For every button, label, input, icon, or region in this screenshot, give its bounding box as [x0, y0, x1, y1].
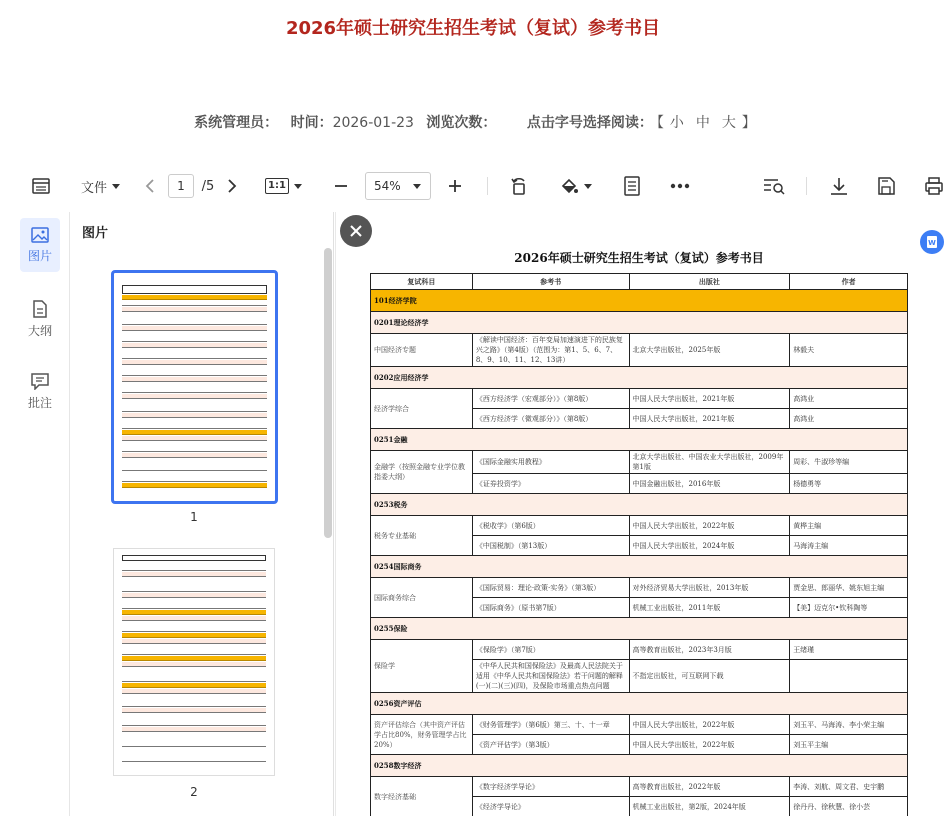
actual-size-icon: 1:1: [265, 178, 289, 194]
major-name: 0258数字经济: [371, 755, 908, 777]
publisher-cell: 高等教育出版社，2022年版: [629, 777, 790, 797]
more-icon: [670, 183, 690, 189]
thumbnail-row: [122, 383, 267, 393]
subject-cell: 国际商务综合: [371, 578, 473, 618]
thumbnail-row: [122, 430, 267, 435]
thumbnail-panel-title: 图片: [82, 226, 109, 241]
thumbnail-row: [122, 442, 267, 452]
file-menu-button[interactable]: [78, 168, 124, 204]
book-cell: 《中华人民共和国保险法》及最高人民法院关于适用《中华人民共和国保险法》若干问题的解释(一)(二)(三)(四)，及保险市场重点热点问题: [472, 660, 629, 693]
search-list-icon: [763, 177, 785, 195]
caret-down-icon: [412, 181, 422, 191]
sidebar-toggle-button[interactable]: [28, 168, 54, 204]
header-author: 作者: [790, 274, 908, 290]
thumbnail-row: [122, 683, 266, 688]
bracket-open: 【: [656, 115, 664, 131]
author-cell: 刘玉平主编: [790, 735, 908, 755]
book-cell: 《国际贸易：理论·政策·实务》（第3版）: [472, 578, 629, 598]
save-button[interactable]: [874, 168, 898, 204]
document-viewer[interactable]: [335, 212, 946, 816]
thumbnail-row: [122, 593, 266, 598]
thumbnail-row: [122, 301, 267, 306]
thumbnail-row: [122, 419, 267, 429]
font-size-label: 点击字号选择阅读：: [526, 115, 653, 131]
document-icon: [623, 176, 641, 196]
header-subject: 复试科目: [371, 274, 473, 290]
book-cell: 《保险学》（第7版）: [472, 640, 629, 660]
page-thumbnail-number-1: 1: [190, 510, 198, 524]
comment-icon: [31, 372, 49, 390]
book-row: [371, 451, 908, 474]
document-title: 2026年硕士研究生招生考试（复试）参考书目: [514, 251, 764, 265]
book-cell: 《资产评估学》（第3版）: [472, 735, 629, 755]
author-cell: 马海涛主编: [790, 536, 908, 556]
author-cell: 杨德勇等: [790, 474, 908, 494]
book-cell: 《解读中国经济：百年变局加速演进下的民族复兴之路》（第4版）（范围为：第1、5、6、7、8、9、10、11、12、13讲）: [472, 334, 629, 367]
sidebar-tab-images[interactable]: [20, 218, 60, 272]
thumbnail-row: [122, 326, 267, 331]
print-button[interactable]: [922, 168, 946, 204]
major-row: [371, 755, 908, 777]
font-size-small[interactable]: 小: [669, 115, 684, 131]
book-row: [371, 389, 908, 409]
publisher-cell: 高等教育出版社，2023年3月版: [629, 640, 790, 660]
thumbnail-row: [122, 668, 266, 682]
thumbnail-row: [122, 622, 266, 632]
thumbnail-row: [122, 394, 267, 399]
book-cell: 《证券投资学》: [472, 474, 629, 494]
file-menu-label: 文件: [80, 180, 107, 196]
school-row: [371, 290, 908, 312]
author-cell: 刘玉平、马海涛、李小荣主编: [790, 715, 908, 735]
toolbar-divider: [806, 177, 807, 195]
toolbar-divider: [487, 177, 488, 195]
thumbnail-row: [122, 295, 267, 300]
sidebar-rail: [12, 212, 70, 816]
publisher-cell: 机械工业出版社，第2版，2024年版: [629, 797, 790, 816]
major-row: [371, 367, 908, 389]
author-cell: 王绪瑾: [790, 640, 908, 660]
actual-size-button[interactable]: [264, 168, 304, 204]
table-header-row: [371, 274, 908, 290]
thumbnail-row: [122, 733, 266, 747]
author-cell: 贾金思、郎丽华、姚东旭主编: [790, 578, 908, 598]
thumbnail-row: [122, 633, 266, 638]
font-size-medium[interactable]: 中: [695, 115, 710, 131]
zoom-select[interactable]: [365, 172, 431, 200]
print-icon: [924, 176, 944, 196]
subject-cell: 经济学综合: [371, 389, 473, 429]
publisher-cell: 机械工业出版社，2011年版: [629, 598, 790, 618]
book-cell: 《经济学导论》: [472, 797, 629, 816]
word-document-icon: [926, 235, 938, 249]
publisher-cell: 北京大学出版社，2025年版: [629, 334, 790, 367]
major-row: [371, 556, 908, 578]
pdf-toolbar: [0, 168, 946, 204]
page-total: /5: [201, 178, 215, 194]
thumbnail-row: [122, 366, 267, 376]
publisher-cell: 不指定出版社，可互联网下载: [629, 660, 790, 693]
thumbnail-row: [122, 459, 267, 471]
book-row: [371, 715, 908, 735]
publisher-cell: 中国人民大学出版社，2024年版: [629, 536, 790, 556]
thumbnail-row: [122, 377, 267, 382]
subject-cell: 保险学: [371, 640, 473, 693]
svg-text:W: W: [928, 239, 936, 247]
author-cell: 黄桦主编: [790, 516, 908, 536]
thumbnail-row: [122, 413, 267, 418]
book-row: [371, 777, 908, 797]
thumbnail-row: [122, 695, 266, 707]
thumbnail-row: [122, 616, 266, 621]
author-cell: 高鸿业: [790, 409, 908, 429]
thumbnail-row: [122, 360, 267, 365]
major-name: 0256资产评估: [371, 693, 908, 715]
thumbnail-table: [122, 285, 267, 294]
author-cell: 周彩、牛淑珍等编: [790, 451, 908, 474]
thumbnail-row: [122, 572, 266, 577]
publisher-cell: 中国金融出版社，2016年版: [629, 474, 790, 494]
font-size-large[interactable]: 大: [721, 115, 736, 131]
thumbnail-row: [122, 578, 266, 592]
next-page-button[interactable]: [222, 168, 242, 204]
sidebar-tab-images-label: 图片: [27, 248, 52, 263]
save-icon: [876, 176, 896, 196]
zoom-in-button[interactable]: [444, 168, 466, 204]
chevron-left-icon: [144, 178, 156, 194]
subject-cell: 金融学（按照金融专业学位教指委大纲）: [371, 451, 473, 494]
publisher-cell: 中国人民大学出版社，2021年版: [629, 389, 790, 409]
book-cell: 《中国税制》（第13版）: [472, 536, 629, 556]
rotate-icon: [509, 176, 529, 196]
thumbnail-row: [122, 708, 266, 713]
prev-page-button[interactable]: [140, 168, 160, 204]
page-thumbnail-2[interactable]: [113, 548, 275, 776]
word-convert-button[interactable]: [920, 230, 944, 254]
document-properties-button[interactable]: [620, 168, 644, 204]
zoom-out-button[interactable]: [330, 168, 352, 204]
thumbnail-row: [122, 599, 266, 609]
bracket-close: 】: [741, 115, 756, 131]
book-row: [371, 334, 908, 367]
thumbnail-row: [122, 610, 266, 615]
thumbnail-row: [122, 662, 266, 667]
page-thumbnail-1[interactable]: [111, 270, 278, 504]
zoom-value: 54%: [374, 179, 401, 193]
school-name: 101经济学院: [371, 290, 908, 312]
header-book: 参考书: [472, 274, 629, 290]
caret-down-icon: [111, 181, 121, 191]
major-row: [371, 429, 908, 451]
thumbnail-row: [122, 436, 267, 441]
publisher-cell: 中国人民大学出版社，2022年版: [629, 516, 790, 536]
reference-book-table: [370, 273, 908, 816]
major-row: [371, 693, 908, 715]
download-button[interactable]: [827, 168, 851, 204]
thumbnail-row: [122, 483, 267, 488]
plus-icon: [447, 178, 463, 194]
sidebar-tab-outline[interactable]: [20, 292, 60, 346]
table-body: [371, 290, 908, 816]
header-publisher: 出版社: [629, 274, 790, 290]
thumbnail-row: [122, 689, 266, 694]
book-cell: 《国际金融实用教程》: [472, 451, 629, 474]
thumbnail-row: [122, 727, 266, 732]
subject-cell: 中国经济专题: [371, 334, 473, 367]
book-row: [371, 640, 908, 660]
sidebar-tab-comments-label: 批注: [27, 395, 52, 410]
thumbnail-panel: [70, 212, 334, 816]
thumbnail-row: [122, 349, 267, 359]
publisher-cell: 对外经济贸易大学出版社，2013年版: [629, 578, 790, 598]
pdf-page: [336, 212, 946, 816]
subject-cell: 资产评估综合（其中资产评估学占比80%，财务管理学占比20%）: [371, 715, 473, 755]
thumbnail-row: [122, 307, 267, 312]
major-name: 0253税务: [371, 494, 908, 516]
subject-cell: 数字经济基础: [371, 777, 473, 816]
more-button[interactable]: [667, 168, 693, 204]
thumbnail-row: [122, 656, 266, 661]
major-row: [371, 618, 908, 640]
book-cell: 《国际商务》（原书第7版）: [472, 598, 629, 618]
page-title: 2026年硕士研究生招生考试（复试）参考书目: [285, 18, 661, 39]
thumbnail-row: [122, 343, 267, 348]
book-cell: 《税收学》（第6版）: [472, 516, 629, 536]
highlight-button[interactable]: [556, 168, 596, 204]
rotate-button[interactable]: [506, 168, 532, 204]
thumbnail-row: [122, 332, 267, 342]
minus-icon: [333, 178, 349, 194]
author-label: 系统管理员：: [194, 115, 279, 131]
thumbnail-row: [122, 453, 267, 458]
publisher-cell: 中国人民大学出版社，2022年版: [629, 735, 790, 755]
major-name: 0202应用经济学: [371, 367, 908, 389]
sidebar-toggle-icon: [32, 177, 50, 195]
publisher-cell: 中国人民大学出版社，2021年版: [629, 409, 790, 429]
time-value: 2026-01-23: [332, 115, 414, 131]
author-cell: 高鸿业: [790, 389, 908, 409]
sidebar-tab-outline-label: 大纲: [27, 323, 52, 338]
book-row: [371, 516, 908, 536]
document-icon: [32, 300, 48, 318]
book-cell: 《数字经济学导论》: [472, 777, 629, 797]
subject-cell: 税务专业基础: [371, 516, 473, 556]
major-row: [371, 312, 908, 334]
major-name: 0251金融: [371, 429, 908, 451]
thumbnail-row: [122, 639, 266, 644]
close-viewer-button[interactable]: [340, 215, 372, 247]
author-cell: 林毅夫: [790, 334, 908, 367]
author-cell: 徐丹丹、徐秋慧、徐小芸: [790, 797, 908, 816]
major-name: 0254国际商务: [371, 556, 908, 578]
views-label: 浏览次数：: [426, 115, 497, 131]
book-cell: 《财务管理学》（第6版）第三、十、十一章: [472, 715, 629, 735]
major-row: [371, 494, 908, 516]
caret-down-icon: [583, 181, 593, 191]
article-meta: [0, 112, 946, 132]
fill-color-icon: [559, 176, 579, 196]
author-cell: 【美】迈克尔•钦科陶等: [790, 598, 908, 618]
image-icon: [31, 227, 49, 243]
thumbnail-row: [122, 400, 267, 412]
book-cell: 《西方经济学（微观部分）》（第8版）: [472, 409, 629, 429]
close-icon: [350, 225, 362, 237]
major-name: 0255保险: [371, 618, 908, 640]
caret-down-icon: [293, 181, 303, 191]
thumbnail-row: [122, 714, 266, 726]
book-row: [371, 578, 908, 598]
thumbnail-row: [122, 472, 267, 482]
major-name: 0201理论经济学: [371, 312, 908, 334]
find-button[interactable]: [762, 168, 786, 204]
book-cell: 《西方经济学（宏观部分）》（第8版）: [472, 389, 629, 409]
author-cell: [790, 660, 908, 693]
publisher-cell: 北京大学出版社、中国农业大学出版社，2009年第1版: [629, 451, 790, 474]
download-icon: [829, 176, 849, 196]
thumbnail-scrollbar[interactable]: [324, 248, 332, 538]
author-cell: 李涛、刘航、周文君、史宇鹏: [790, 777, 908, 797]
thumbnail-row: [122, 561, 266, 571]
page-number-input[interactable]: 1: [168, 174, 194, 198]
chevron-right-icon: [226, 178, 238, 194]
publisher-cell: 中国人民大学出版社，2022年版: [629, 715, 790, 735]
time-label: 时间：: [290, 115, 333, 131]
page-thumbnail-number-2: 2: [190, 785, 198, 799]
sidebar-tab-comments[interactable]: [20, 364, 60, 418]
thumbnail-row: [122, 748, 266, 762]
thumbnail-row: [122, 313, 267, 325]
thumbnail-row: [122, 645, 266, 655]
